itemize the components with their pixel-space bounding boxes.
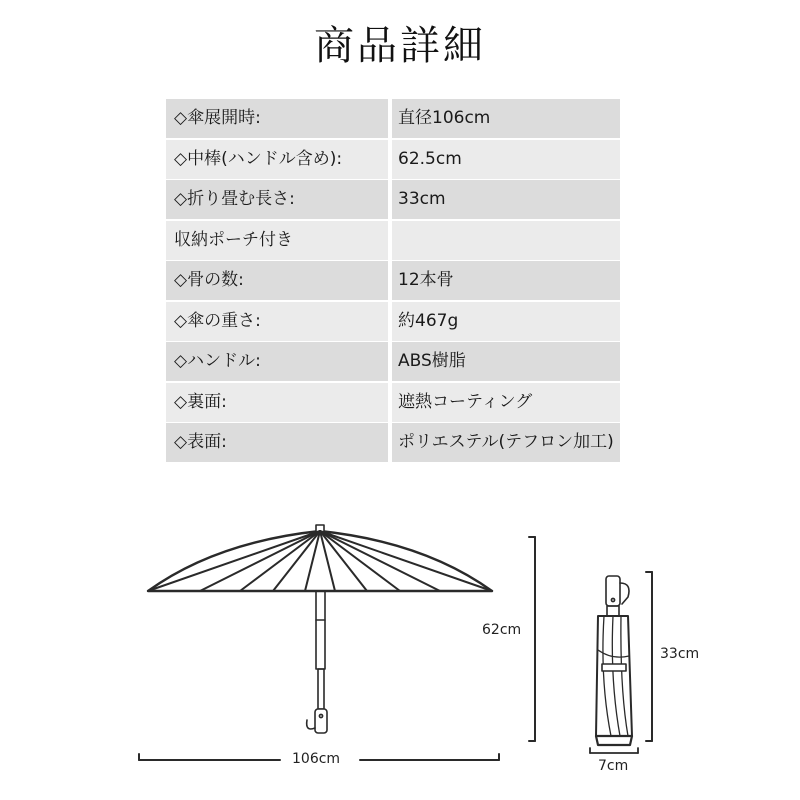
spec-value: 12本骨: [398, 270, 454, 290]
spec-label: ◇表面:: [174, 432, 227, 452]
folded-collar: [607, 606, 619, 616]
canopy-outline: [148, 531, 492, 591]
spec-value: 直径106cm: [398, 108, 491, 128]
spec-label: ◇ハンドル:: [174, 351, 261, 371]
spec-value: 62.5cm: [398, 148, 462, 169]
open-height-label: 62cm: [482, 622, 522, 638]
spec-label: ◇中棒(ハンドル含め):: [174, 148, 343, 169]
spec-value: 遮熱コーティング: [398, 391, 533, 412]
open-umbrella-icon: [148, 525, 492, 733]
folded-width-bracket: [590, 748, 638, 753]
spec-label: ◇傘の重さ:: [174, 310, 261, 331]
spec-label: ◇傘展開時:: [174, 108, 261, 128]
spec-label: ◇骨の数:: [174, 270, 244, 290]
page-title: 商品詳細: [314, 23, 486, 69]
folded-length-bracket: [646, 572, 652, 741]
open-width-label: 106cm: [292, 751, 341, 767]
spec-value: ポリエステル(テフロン加工): [398, 432, 614, 452]
shaft: [316, 591, 325, 709]
folded-handle: [606, 576, 629, 606]
folded-umbrella-icon: [596, 576, 632, 745]
folded-tip: [596, 736, 632, 745]
spec-value: ABS樹脂: [398, 351, 466, 371]
folded-canopy-folds: [598, 616, 629, 736]
spec-value: 約467g: [398, 310, 459, 331]
spec-label: 収納ポーチ付き: [174, 229, 293, 250]
handle: [307, 709, 327, 733]
spec-label: ◇裏面:: [174, 391, 227, 412]
folded-length-label: 33cm: [660, 646, 700, 662]
folded-strap: [602, 664, 626, 671]
spec-value: 33cm: [398, 189, 446, 209]
spec-label: ◇折り畳む長さ:: [174, 189, 295, 209]
folded-width-label: 7cm: [598, 758, 629, 774]
height-dimension-bracket: [529, 537, 535, 741]
folded-canopy: [596, 616, 632, 736]
